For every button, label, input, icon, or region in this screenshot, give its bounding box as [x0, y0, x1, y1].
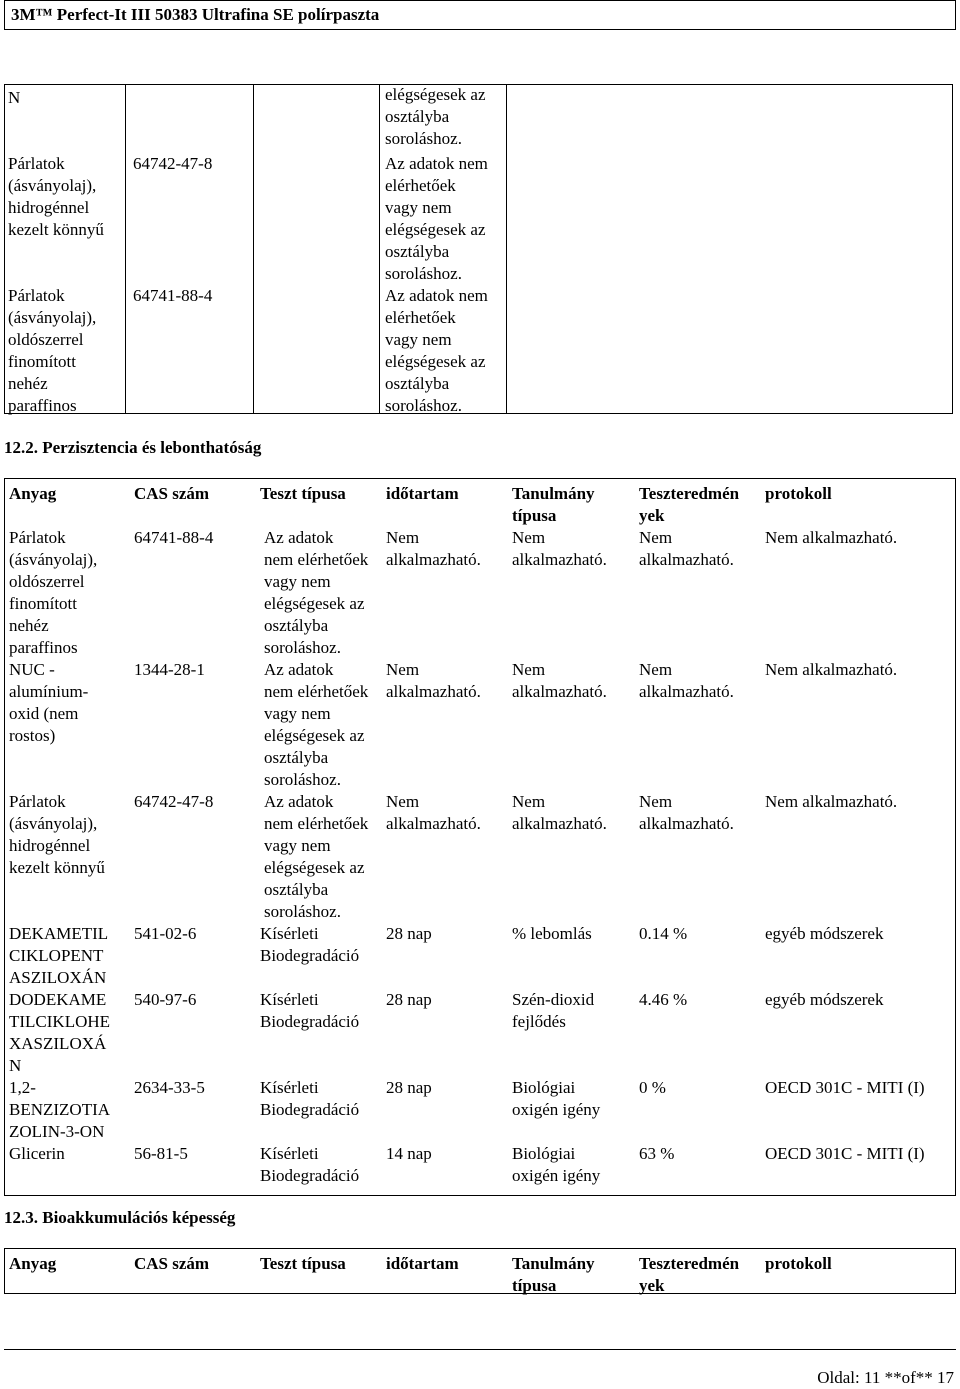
- substance-name: Párlatok: [8, 286, 65, 305]
- section-12-3-title: 12.3. Bioakkumulációs képesség: [4, 1208, 236, 1227]
- data-availability-text: elérhetőek: [385, 176, 456, 195]
- row-study-type: oxigén igény: [512, 1166, 601, 1185]
- row-substance: Glicerin: [9, 1144, 65, 1163]
- row-cas-number: 541-02-6: [134, 924, 197, 943]
- row-substance: NUC -: [9, 660, 55, 679]
- col-divider: [506, 84, 507, 414]
- row-duration: 14 nap: [386, 1144, 432, 1163]
- footer-divider: [4, 1349, 956, 1350]
- column-header-cas: CAS szám: [134, 484, 210, 503]
- data-availability-text: osztályba: [385, 107, 450, 126]
- row-duration: Nem: [386, 792, 420, 811]
- row-test-type: Biodegradáció: [260, 1100, 360, 1119]
- column-header-anyag: Anyag: [9, 1254, 57, 1273]
- row-test-type: nem elérhetőek: [264, 550, 369, 569]
- column-header-study-type: Tanulmány: [512, 484, 595, 503]
- cas-number: 64741-88-4: [133, 286, 213, 305]
- row-test-type: soroláshoz.: [264, 902, 341, 921]
- data-availability-text: soroláshoz.: [385, 396, 462, 415]
- row-substance: 1,2-: [9, 1078, 36, 1097]
- row-protocol: egyéb módszerek: [765, 990, 884, 1009]
- bioaccumulation-table: [4, 1248, 956, 1294]
- row-protocol: Nem alkalmazható.: [765, 792, 898, 811]
- data-availability-text: elérhetőek: [385, 308, 456, 327]
- substance-name: N: [8, 88, 21, 107]
- row-protocol: Nem alkalmazható.: [765, 660, 898, 679]
- col-divider: [125, 84, 126, 414]
- row-result: alkalmazható.: [639, 550, 734, 569]
- row-test-type: elégségesek az: [264, 594, 365, 613]
- row-study-type: Nem: [512, 660, 546, 679]
- row-substance: paraffinos: [9, 638, 78, 657]
- row-test-type: Biodegradáció: [260, 946, 360, 965]
- row-substance: rostos): [9, 726, 56, 745]
- row-substance: oldószerrel: [9, 572, 85, 591]
- column-header-protocol: protokoll: [765, 484, 832, 503]
- row-cas-number: 64742-47-8: [134, 792, 214, 811]
- row-study-type: alkalmazható.: [512, 814, 607, 833]
- column-header-duration: időtartam: [386, 484, 459, 503]
- substance-name: paraffinos: [8, 396, 77, 415]
- row-cas-number: 56-81-5: [134, 1144, 188, 1163]
- row-test-type: osztályba: [264, 748, 329, 767]
- row-test-type: Kísérleti: [260, 1078, 319, 1097]
- row-test-type: vagy nem: [264, 572, 331, 591]
- row-test-type: Az adatok: [264, 792, 334, 811]
- row-test-type: Kísérleti: [260, 924, 319, 943]
- row-result: alkalmazható.: [639, 682, 734, 701]
- column-header-study-type: típusa: [512, 1276, 557, 1295]
- data-availability-text: Az adatok nem: [385, 154, 488, 173]
- row-substance: kezelt könnyű: [9, 858, 105, 877]
- section-12-2-title: 12.2. Perzisztencia és lebonthatóság: [4, 438, 262, 457]
- row-study-type: alkalmazható.: [512, 550, 607, 569]
- row-duration: 28 nap: [386, 990, 432, 1009]
- row-duration: alkalmazható.: [386, 814, 481, 833]
- data-availability-text: osztályba: [385, 242, 450, 261]
- row-test-type: Biodegradáció: [260, 1166, 360, 1185]
- column-header-cas: CAS szám: [134, 1254, 210, 1273]
- row-study-type: % lebomlás: [512, 924, 592, 943]
- row-result: 0.14 %: [639, 924, 688, 943]
- row-substance: BENZIZOTIA: [9, 1100, 111, 1119]
- row-cas-number: 540-97-6: [134, 990, 197, 1009]
- row-test-type: elégségesek az: [264, 726, 365, 745]
- row-result: 4.46 %: [639, 990, 688, 1009]
- data-availability-text: vagy nem: [385, 330, 452, 349]
- cas-number: 64742-47-8: [133, 154, 213, 173]
- row-substance: CIKLOPENT: [9, 946, 104, 965]
- row-test-type: elégségesek az: [264, 858, 365, 877]
- row-duration: 28 nap: [386, 924, 432, 943]
- row-test-type: Biodegradáció: [260, 1012, 360, 1031]
- column-header-duration: időtartam: [386, 1254, 459, 1273]
- row-substance: Párlatok: [9, 792, 66, 811]
- row-duration: Nem: [386, 528, 420, 547]
- document-header: [4, 0, 956, 30]
- row-study-type: Nem: [512, 792, 546, 811]
- row-substance: finomított: [9, 594, 77, 613]
- persistence-table: [4, 478, 956, 1196]
- column-header-result: yek: [639, 1276, 665, 1295]
- column-header-anyag: Anyag: [9, 484, 57, 503]
- substance-name: Párlatok: [8, 154, 65, 173]
- data-availability-text: elégségesek az: [385, 220, 486, 239]
- row-test-type: nem elérhetőek: [264, 814, 369, 833]
- row-result: Nem: [639, 792, 673, 811]
- row-duration: alkalmazható.: [386, 550, 481, 569]
- substance-name: (ásványolaj),: [8, 176, 97, 195]
- substance-name: hidrogénnel: [8, 198, 90, 217]
- row-substance: (ásványolaj),: [9, 550, 98, 569]
- row-substance: nehéz: [9, 616, 49, 635]
- row-substance: ZOLIN-3-ON: [9, 1122, 105, 1141]
- column-header-test-type: Teszt típusa: [260, 1254, 346, 1273]
- row-study-type: Nem: [512, 528, 546, 547]
- row-study-type: fejlődés: [512, 1012, 566, 1031]
- row-test-type: vagy nem: [264, 704, 331, 723]
- row-cas-number: 64741-88-4: [134, 528, 214, 547]
- substance-name: finomított: [8, 352, 76, 371]
- row-result: alkalmazható.: [639, 814, 734, 833]
- col-divider: [253, 84, 254, 414]
- column-header-study-type: Tanulmány: [512, 1254, 595, 1273]
- row-test-type: vagy nem: [264, 836, 331, 855]
- row-substance: DEKAMETIL: [9, 924, 109, 943]
- row-substance: Párlatok: [9, 528, 66, 547]
- row-substance: oxid (nem: [9, 704, 79, 723]
- data-availability-text: elégségesek az: [385, 85, 486, 104]
- data-availability-text: Az adatok nem: [385, 286, 488, 305]
- substance-name: nehéz: [8, 374, 48, 393]
- row-substance: (ásványolaj),: [9, 814, 98, 833]
- column-header-result: Teszteredmén: [639, 484, 740, 503]
- substance-name: (ásványolaj),: [8, 308, 97, 327]
- row-cas-number: 2634-33-5: [134, 1078, 205, 1097]
- data-availability-text: elégségesek az: [385, 352, 486, 371]
- row-study-type: alkalmazható.: [512, 682, 607, 701]
- column-header-test-type: Teszt típusa: [260, 484, 346, 503]
- row-substance: alumínium-: [9, 682, 89, 701]
- row-substance: XASZILOXÁ: [9, 1034, 107, 1053]
- row-result: Nem: [639, 528, 673, 547]
- row-result: 63 %: [639, 1144, 675, 1163]
- row-substance: N: [9, 1056, 22, 1075]
- row-result: Nem: [639, 660, 673, 679]
- row-test-type: Az adatok: [264, 660, 334, 679]
- document-title: 3M™ Perfect-It III 50383 Ultrafina SE polírpaszta: [11, 5, 380, 24]
- row-substance: hidrogénnel: [9, 836, 91, 855]
- continuation-table: [0, 84, 953, 414]
- row-protocol: egyéb módszerek: [765, 924, 884, 943]
- row-duration: alkalmazható.: [386, 682, 481, 701]
- row-test-type: nem elérhetőek: [264, 682, 369, 701]
- column-header-study-type: típusa: [512, 506, 557, 525]
- row-test-type: Az adatok: [264, 528, 334, 547]
- row-test-type: Kísérleti: [260, 1144, 319, 1163]
- row-study-type: Biológiai: [512, 1144, 576, 1163]
- row-protocol: OECD 301C - MITI (I): [765, 1078, 925, 1097]
- column-header-result: yek: [639, 506, 665, 525]
- row-substance: ASZILOXÁN: [9, 968, 107, 987]
- row-substance: TILCIKLOHE: [9, 1012, 111, 1031]
- col-divider: [379, 84, 380, 414]
- row-protocol: OECD 301C - MITI (I): [765, 1144, 925, 1163]
- data-availability-text: soroláshoz.: [385, 264, 462, 283]
- row-cas-number: 1344-28-1: [134, 660, 205, 679]
- row-study-type: Szén-dioxid: [512, 990, 595, 1009]
- data-availability-text: soroláshoz.: [385, 129, 462, 148]
- row-test-type: soroláshoz.: [264, 638, 341, 657]
- row-test-type: osztályba: [264, 880, 329, 899]
- data-availability-text: osztályba: [385, 374, 450, 393]
- substance-name: kezelt könnyű: [8, 220, 104, 239]
- row-protocol: Nem alkalmazható.: [765, 528, 898, 547]
- column-header-protocol: protokoll: [765, 1254, 832, 1273]
- row-test-type: soroláshoz.: [264, 770, 341, 789]
- row-test-type: Kísérleti: [260, 990, 319, 1009]
- page-number: Oldal: 11 **of** 17: [817, 1368, 954, 1387]
- row-result: 0 %: [639, 1078, 666, 1097]
- column-header-result: Teszteredmén: [639, 1254, 740, 1273]
- row-study-type: Biológiai: [512, 1078, 576, 1097]
- row-substance: DODEKAME: [9, 990, 107, 1009]
- row-study-type: oxigén igény: [512, 1100, 601, 1119]
- substance-name: oldószerrel: [8, 330, 84, 349]
- data-availability-text: vagy nem: [385, 198, 452, 217]
- row-duration: 28 nap: [386, 1078, 432, 1097]
- row-duration: Nem: [386, 660, 420, 679]
- row-test-type: osztályba: [264, 616, 329, 635]
